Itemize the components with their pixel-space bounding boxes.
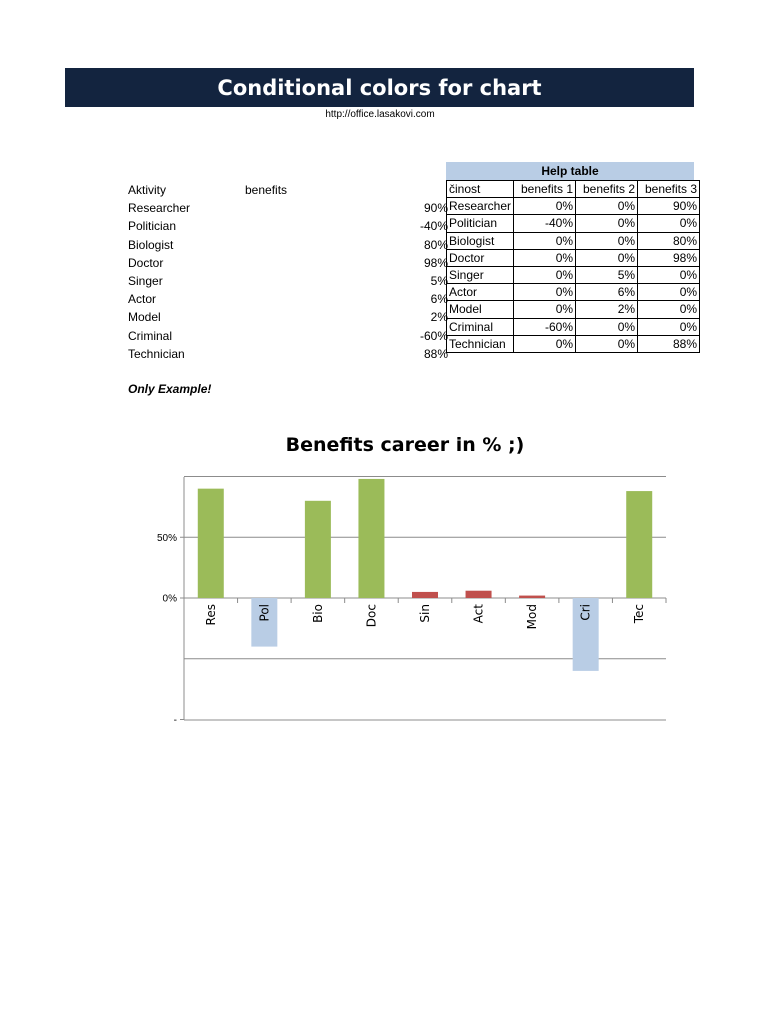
y-tick-label: 0% [162, 593, 177, 605]
activity-name: Criminal [128, 328, 173, 343]
x-category-label: Bio [310, 604, 325, 623]
help-table-cell: 0% [576, 318, 638, 335]
activity-name: Politician [128, 219, 177, 234]
help-table-cell: 90% [638, 198, 700, 215]
activity-name: Singer [128, 273, 163, 288]
help-table-cell: Doctor [447, 249, 514, 266]
help-table-cell: 0% [514, 284, 576, 301]
help-table-cell: Singer [447, 266, 514, 283]
activity-benefit: 5% [430, 273, 448, 288]
chart-title: Benefits career in % ;) [285, 434, 525, 456]
help-table-cell: 80% [638, 232, 700, 249]
x-category-label: Tec [632, 604, 647, 624]
x-category-label: Doc [364, 604, 379, 628]
x-category-label: Cri [578, 604, 593, 621]
help-table-cell: 98% [638, 249, 700, 266]
help-table-cell: 2% [576, 301, 638, 318]
activity-name: Model [128, 310, 161, 325]
help-table-cell: 0% [514, 266, 576, 283]
help-table-cell: -40% [514, 215, 576, 232]
help-table-cell: 0% [576, 198, 638, 215]
help-table-cell: Model [447, 301, 514, 318]
help-table-cell: 0% [638, 318, 700, 335]
bar-bio [305, 501, 331, 598]
help-table-cell: 0% [514, 249, 576, 266]
bar-doc [358, 479, 384, 598]
help-table-cell: 0% [638, 284, 700, 301]
help-table-cell: 6% [576, 284, 638, 301]
bar-tec [626, 491, 652, 598]
activity-name: Technician [128, 346, 185, 361]
help-table-cell: Actor [447, 284, 514, 301]
x-category-label: Act [471, 604, 486, 624]
help-table-cell: 0% [576, 215, 638, 232]
activity-benefit: 80% [423, 237, 448, 252]
help-table-cell: 0% [638, 215, 700, 232]
activity-name: Researcher [128, 201, 191, 216]
activity-benefit: 98% [423, 255, 448, 270]
y-tick-label: - [173, 715, 177, 726]
activity-name: Biologist [128, 237, 174, 252]
x-category-label: Res [203, 604, 218, 626]
help-table-cell: -60% [514, 318, 576, 335]
page-title: Conditional colors for chart [217, 75, 542, 100]
help-table-cell: Biologist [447, 232, 514, 249]
x-category-label: Sin [418, 604, 432, 623]
help-table-cell: 0% [576, 232, 638, 249]
x-category-label: Pol [257, 604, 272, 622]
help-table-header-cell: benefits 3 [638, 181, 700, 198]
help-table-header-cell: benefits 1 [514, 181, 576, 198]
help-table-cell: Politician [447, 215, 514, 232]
help-table-cell: 0% [576, 335, 638, 352]
activity-name: Actor [128, 292, 157, 307]
help-table-cell: 0% [576, 249, 638, 266]
activity-name: Doctor [128, 255, 164, 270]
help-table-header-cell: činost [447, 181, 514, 198]
help-table-cell: Criminal [447, 318, 514, 335]
help-table-cell: 0% [638, 266, 700, 283]
help-table-cell: Technician [447, 335, 514, 352]
help-table-cell: 0% [514, 232, 576, 249]
activity-benefit: -40% [419, 219, 448, 234]
bar-sin [412, 592, 438, 598]
help-table-header-cell: benefits 2 [576, 181, 638, 198]
example-note: Only Example! [128, 382, 212, 396]
bar-act [466, 591, 492, 598]
help-table-cell: 0% [514, 335, 576, 352]
help-table-cell: 0% [514, 301, 576, 318]
activity-benefit: -60% [419, 328, 448, 343]
help-table-cell: 0% [638, 301, 700, 318]
source-url[interactable]: http://office.lasakovi.com [325, 109, 435, 120]
activity-benefit: 88% [423, 346, 448, 361]
help-table-cell: 5% [576, 266, 638, 283]
help-table-cell: Researcher [447, 198, 514, 215]
benefits-header: benefits [245, 183, 288, 197]
bar-mod [519, 596, 545, 598]
activity-benefit: 6% [430, 292, 448, 307]
x-category-label: Mod [525, 604, 540, 630]
activity-header: Aktivity [128, 183, 167, 197]
y-tick-label: 50% [156, 532, 177, 544]
bar-res [198, 489, 224, 598]
help-table-title: Help table [446, 162, 694, 180]
activity-benefit: 90% [423, 201, 448, 216]
help-table-cell: 0% [514, 198, 576, 215]
activity-benefit: 2% [430, 310, 448, 325]
help-table-cell: 88% [638, 335, 700, 352]
